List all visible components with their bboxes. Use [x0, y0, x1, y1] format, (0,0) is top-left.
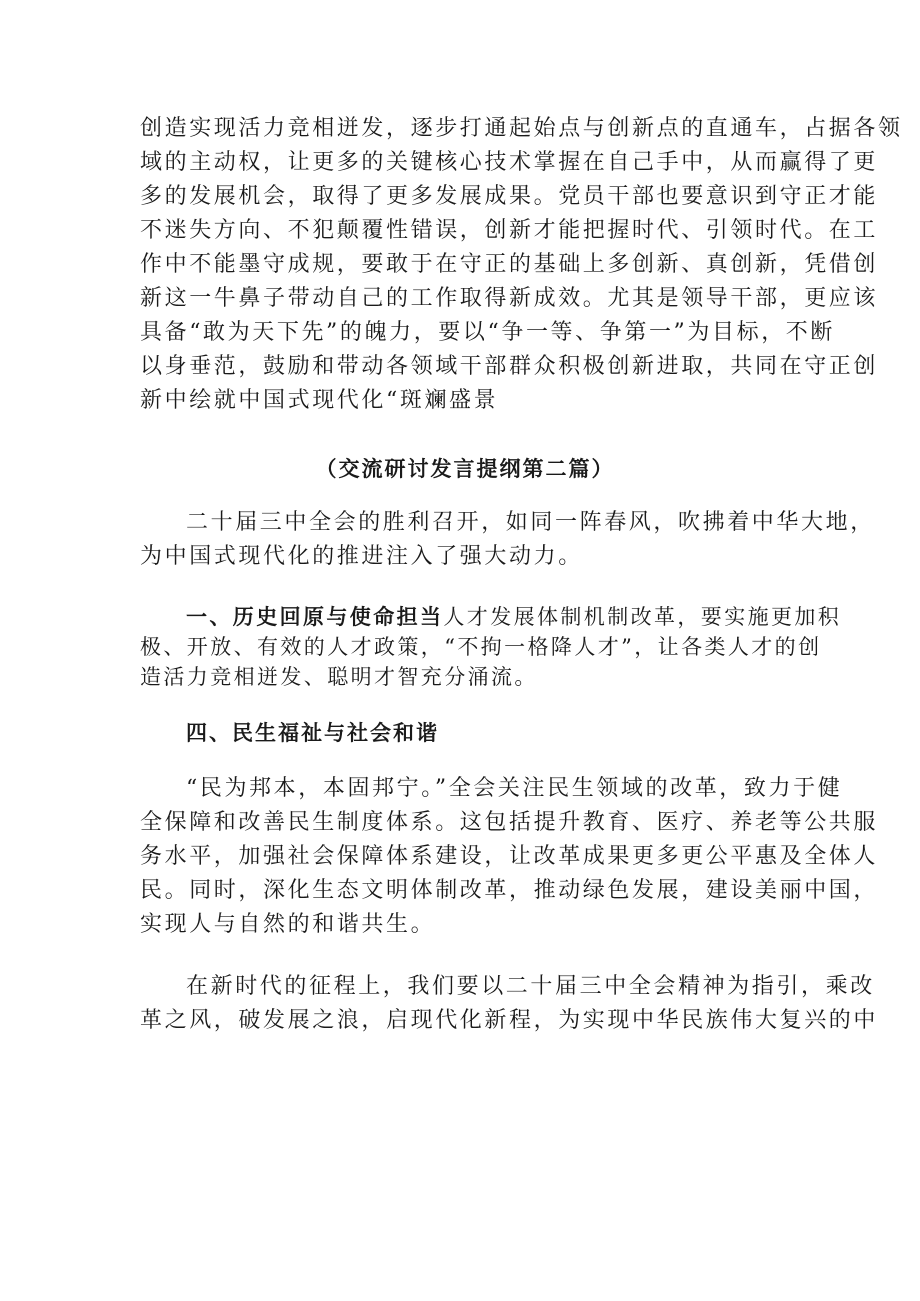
paragraph-line: 为中国式现代化的推进注入了强大动力。 [140, 544, 583, 569]
paragraph-line: 新中绘就中国式现代化“斑斓盛景 [140, 388, 499, 413]
paragraph-line: 不迷失方向、不犯颠覆性错误，创新才能把握时代、引领时代。在工 [140, 218, 879, 243]
section-heading-inline: 一、历史回原与使命担当 [186, 604, 444, 629]
paragraph-text: 人才发展体制机制改革，要实施更加积 [443, 605, 842, 629]
paragraph-line: “民为邦本，本固邦宁。”全会关注民生领域的改革，致力于健 [186, 776, 843, 801]
paragraph-line: 二十届三中全会的胜利召开，如同一阵春风，吹拂着中华大地， [186, 510, 875, 535]
paragraph-line: 以身垂范，鼓励和带动各领域干部群众积极创新进取，共同在守正创 [140, 354, 879, 379]
paragraph-2 [140, 506, 875, 574]
paragraph-4 [140, 772, 879, 942]
section-heading: 四、民生福祉与社会和谐 [186, 720, 439, 745]
paragraph-line: 造活力竞相迸发、聪明才智充分涌流。 [140, 665, 538, 689]
paragraph-line: 多的发展机会，取得了更多发展成果。党员干部也要意识到守正才能 [140, 184, 879, 209]
paragraph-line: 革之风，破发展之浪，启现代化新程，为实现中华民族伟大复兴的中 [140, 1008, 879, 1033]
section-title: （交流研讨发言提纲第二篇） [315, 456, 615, 481]
paragraph-line: 具备“敢为天下先”的魄力，要以“争一等、争第一”为目标，不断 [140, 320, 835, 345]
paragraph-line [140, 602, 842, 632]
paragraph-3 [140, 602, 842, 692]
paragraph-line: 作中不能墨守成规，要敢于在守正的基础上多创新、真创新，凭借创 [140, 252, 879, 277]
paragraph-line: 民。同时，深化生态文明体制改革，推动绿色发展，建设美丽中国， [140, 878, 879, 903]
paragraph-5 [140, 970, 879, 1038]
paragraph-1 [140, 112, 903, 418]
paragraph-line: 极、开放、有效的人才政策，“不拘一格降人才”，让各类人才的创 [140, 635, 822, 659]
paragraph-line: 创造实现活力竞相迸发，逐步打通起始点与创新点的直通车，占据各领 [140, 116, 903, 141]
paragraph-line: 务水平，加强社会保障体系建设，让改革成果更多更公平惠及全体人 [140, 844, 879, 869]
paragraph-line: 在新时代的征程上，我们要以二十届三中全会精神为指引，乘改 [186, 974, 875, 999]
paragraph-line: 实现人与自然的和谐共生。 [140, 912, 436, 937]
paragraph-line: 新这一牛鼻子带动自己的工作取得新成效。尤其是领导干部，更应该 [140, 286, 879, 311]
document-page [140, 112, 903, 1038]
paragraph-line: 域的主动权，让更多的关键核心技术掌握在自己手中，从而赢得了更 [140, 150, 879, 175]
paragraph-line: 全保障和改善民生制度体系。这包括提升教育、医疗、养老等公共服 [140, 810, 879, 835]
